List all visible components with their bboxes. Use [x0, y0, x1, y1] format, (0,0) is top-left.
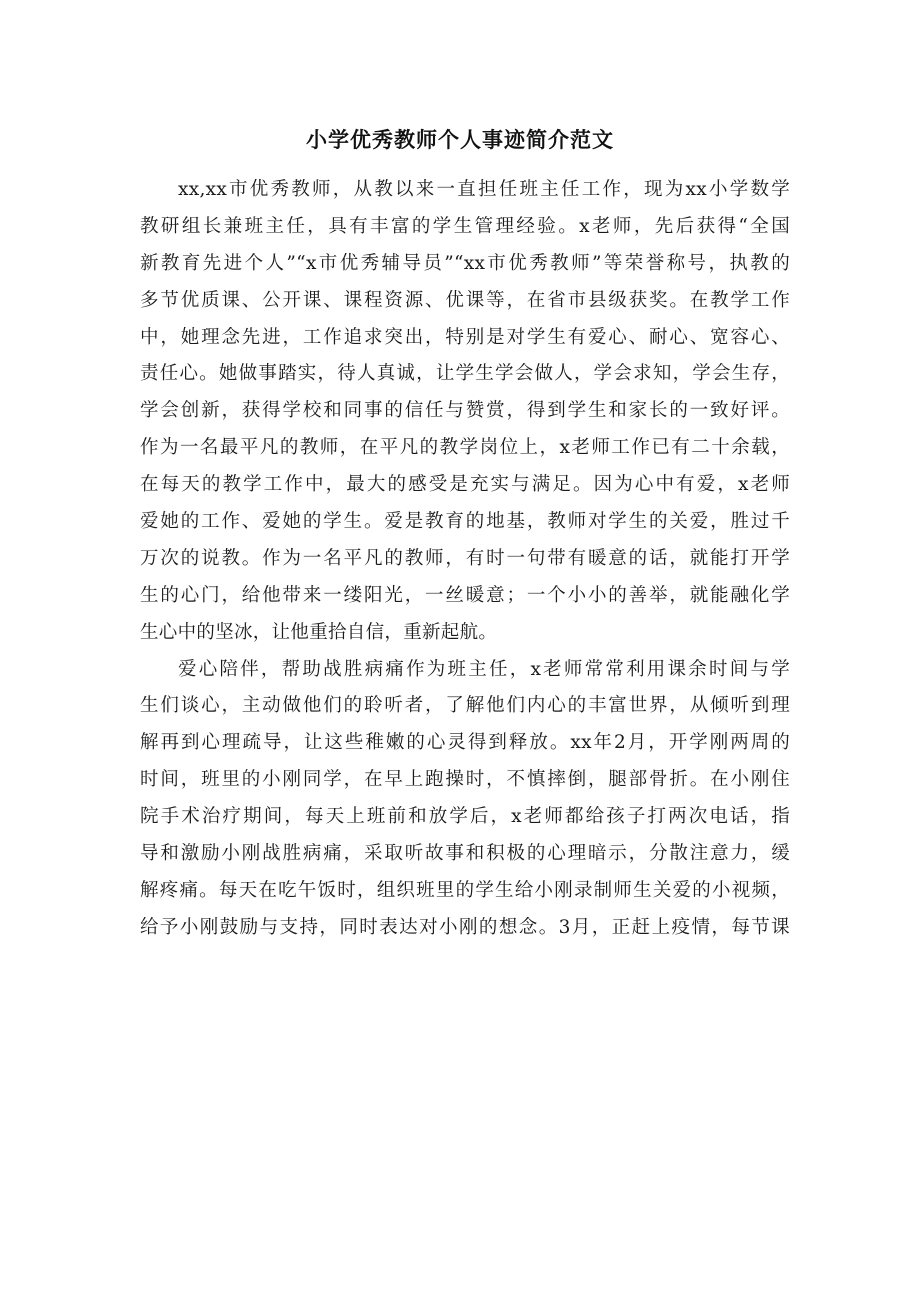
text-line: 爱她的工作、爱她的学生。爱是教育的地基，教师对学生的关爱，胜过千: [140, 511, 790, 533]
document-title: 小学优秀教师个人事迹简介范文: [306, 128, 614, 152]
text-line: 责任心。她做事踏实，待人真诚，让学生学会做人，学会求知，学会生存，: [140, 363, 790, 385]
text-line: 新教育先进个人”“x市优秀辅导员”“xx市优秀教师”等荣誉称号，执教的: [140, 252, 790, 274]
text-line: 万次的说教。作为一名平凡的教师，有时一句带有暖意的话，就能打开学: [140, 547, 790, 569]
text-line: 生们谈心，主动做他们的聆听者，了解他们内心的丰富世界，从倾听到理: [140, 695, 790, 717]
text-line: 导和激励小刚战胜病痛，采取听故事和积极的心理暗示，分散注意力，缓: [140, 843, 790, 865]
text-line: 给予小刚鼓励与支持，同时表达对小刚的想念。3月，正赶上疫情，每节课: [140, 916, 790, 938]
text-line: 生心中的坚冰，让他重拾自信，重新起航。: [140, 621, 498, 643]
text-line: 生的心门，给他带来一缕阳光，一丝暖意；一个小小的善举，就能融化学: [140, 584, 790, 606]
document-body: [140, 172, 790, 947]
text-line: 院手术治疗期间，每天上班前和放学后，x老师都给孩子打两次电话，指: [140, 806, 790, 828]
text-line: 中，她理念先进，工作追求突出，特别是对学生有爱心、耐心、宽容心、: [140, 326, 790, 348]
text-line: 解疼痛。每天在吃午饭时，组织班里的学生给小刚录制师生关爱的小视频，: [140, 879, 790, 901]
text-line: 在每天的教学工作中，最大的感受是充实与满足。因为心中有爱，x老师: [140, 474, 790, 496]
text-line: 作为一名最平凡的教师，在平凡的教学岗位上，x老师工作已有二十余载，: [140, 437, 790, 459]
text-line: 多节优质课、公开课、课程资源、优课等，在省市县级获奖。在教学工作: [140, 289, 790, 311]
text-line: xx,xx市优秀教师，从教以来一直担任班主任工作，现为xx小学数学: [178, 179, 790, 200]
text-line: 时间，班里的小刚同学，在早上跑操时，不慎摔倒，腿部骨折。在小刚住: [140, 769, 790, 791]
text-line: 解再到心理疏导，让这些稚嫩的心灵得到释放。xx年2月，开学刚两周的: [140, 732, 790, 754]
text-line: 爱心陪伴，帮助战胜病痛作为班主任，x老师常常利用课余时间与学: [178, 658, 790, 680]
text-line: 教研组长兼班主任，具有丰富的学生管理经验。x老师，先后获得“全国: [140, 215, 790, 237]
text-line: 学会创新，获得学校和同事的信任与赞赏，得到学生和家长的一致好评。: [140, 400, 790, 422]
